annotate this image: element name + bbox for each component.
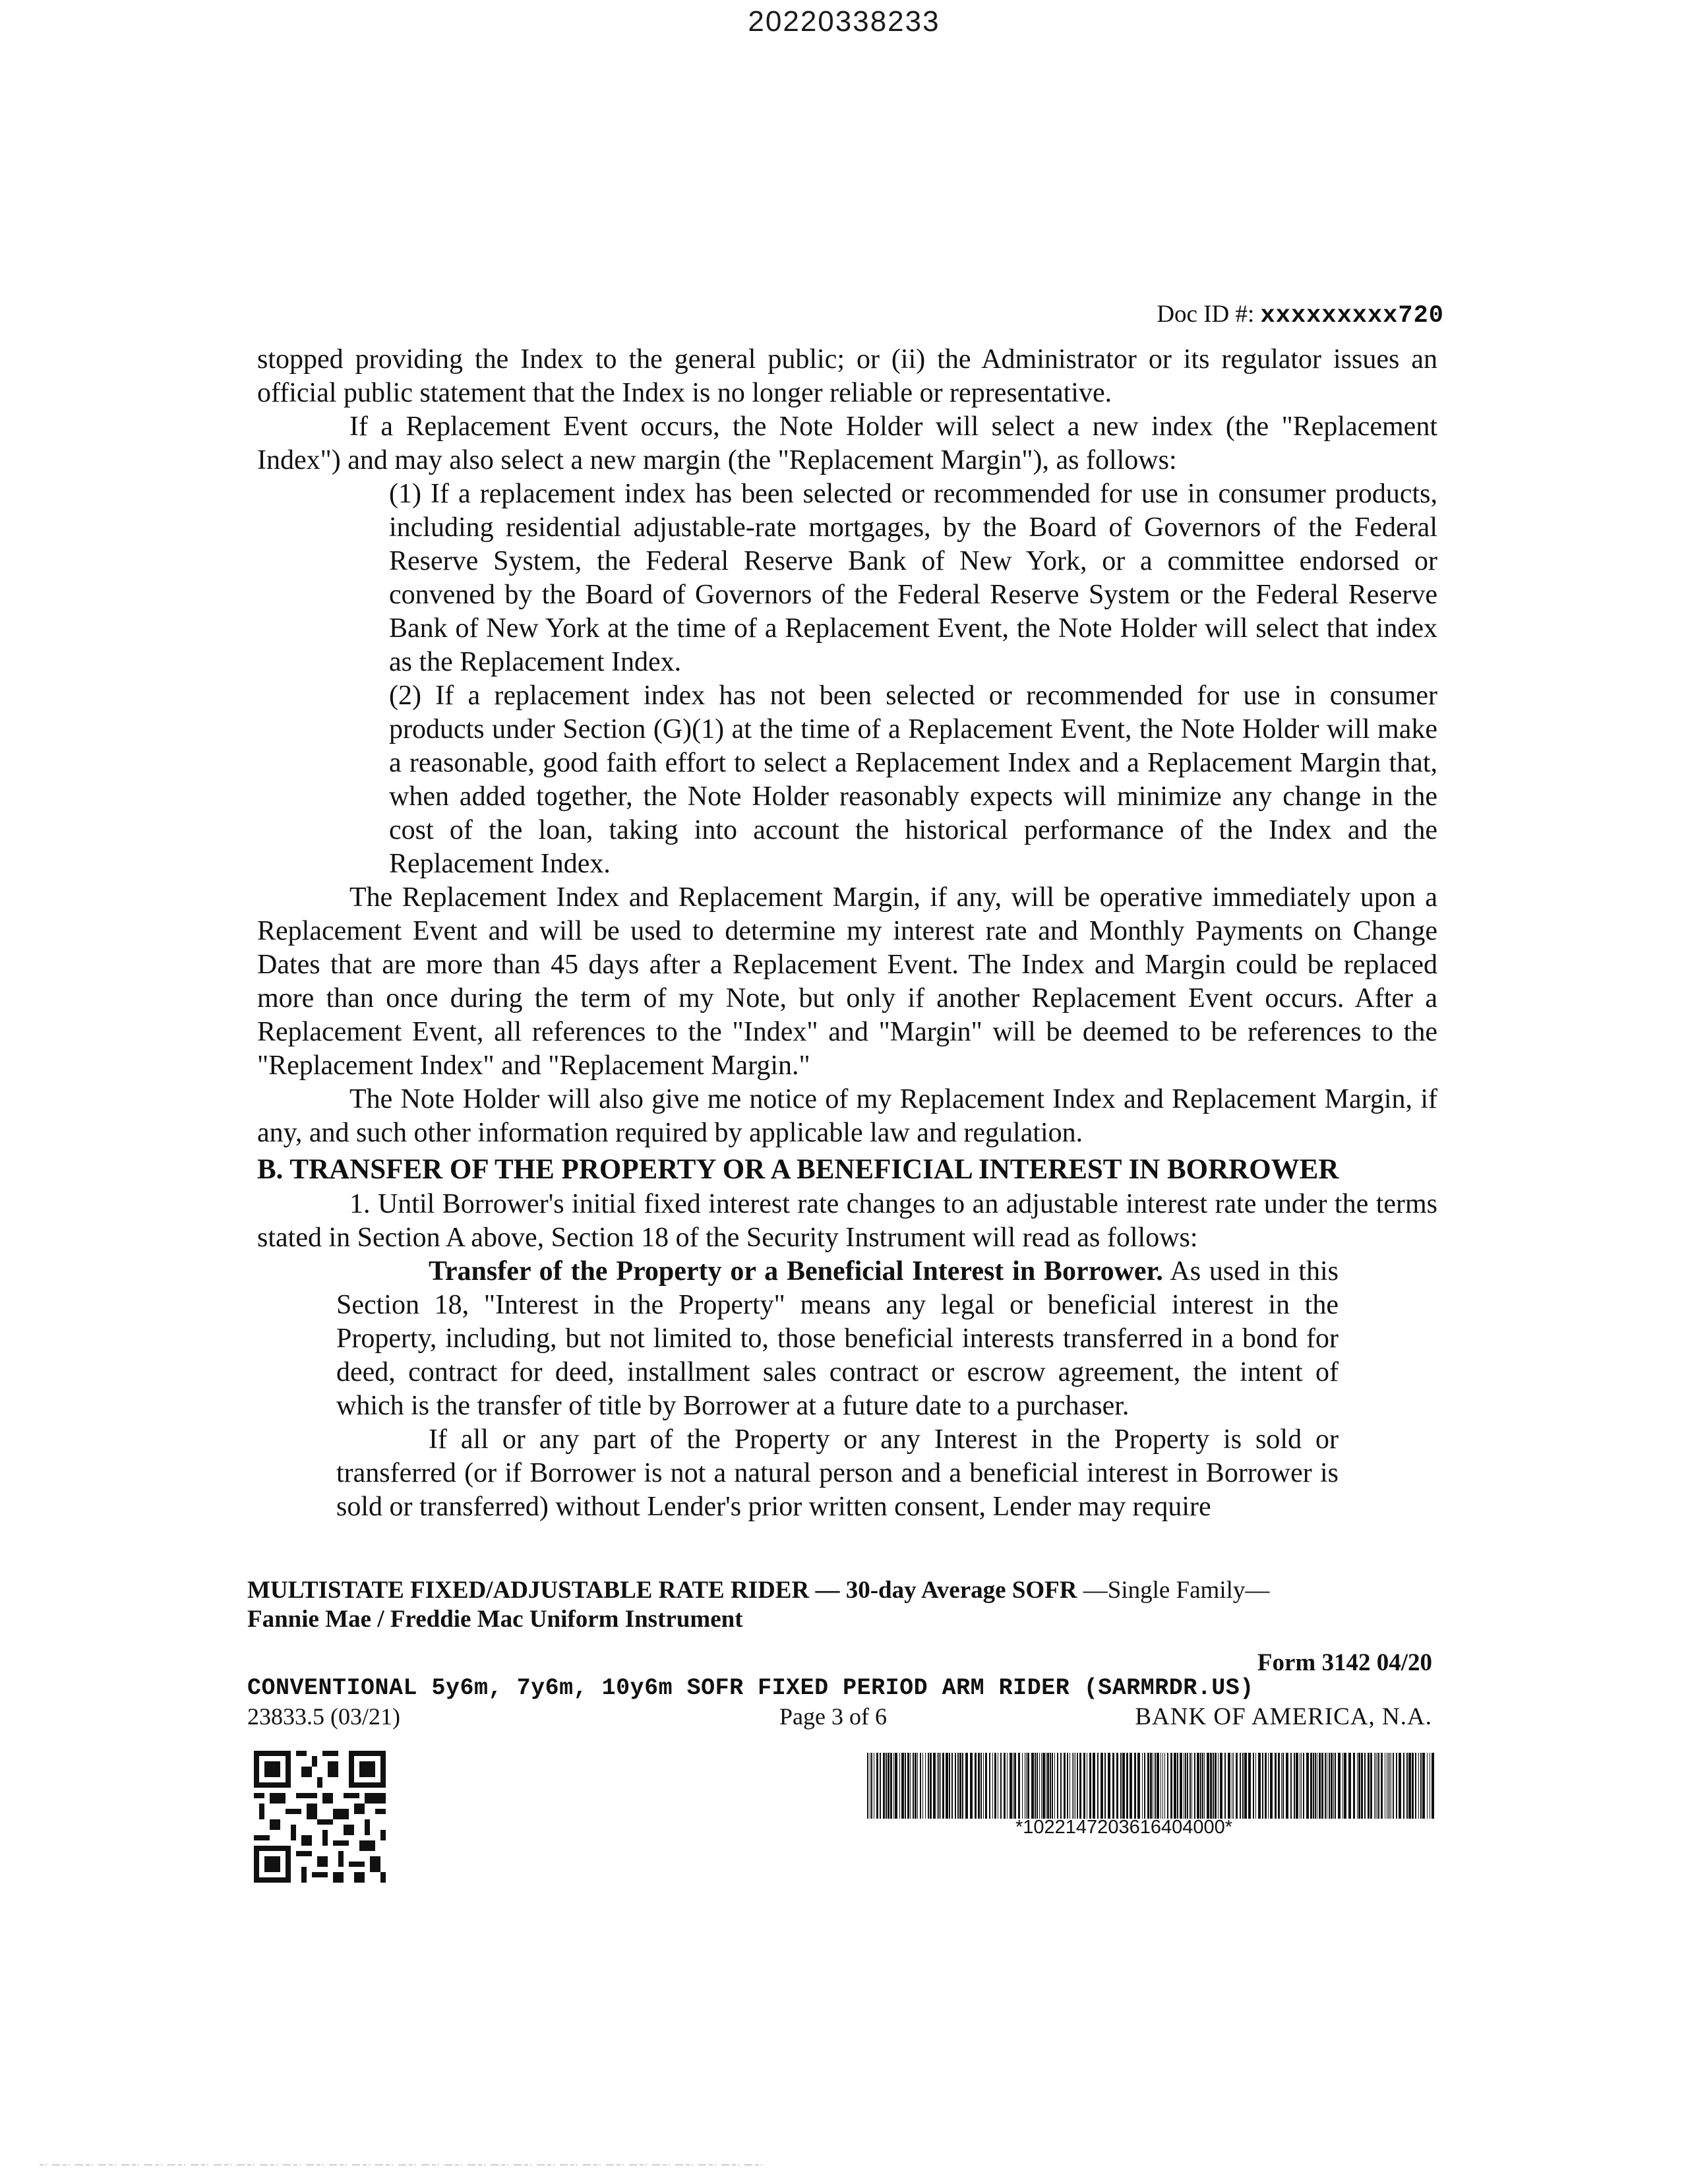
quoted-text: As used in this Section 18, "Interest in the Property" means any legal or beneficial interest in the Property, including, but not limited to, those beneficial interests transferred in a bond for deed, contract for deed, installment sales contract or escrow agreement, the intent of which is the transfer of title by Borrower at a future date to a purchaser. — [336, 1256, 1339, 1421]
form-title-b: — 30-day Average SOFR — [809, 1577, 1083, 1604]
paragraph: If a Replacement Event occurs, the Note Holder will select a new index (the "Replacement Index") and may also select a new margin (the "Replacement Margin"), as follows: — [257, 411, 1437, 476]
document-body — [257, 343, 1437, 1524]
record-number: 20220338233 — [748, 5, 940, 38]
paragraph: stopped providing the Index to the general public; or (ii) the Administrator or its regulator issues an official public statement that the Index is no longer reliable or representative. — [257, 344, 1437, 409]
product-line: CONVENTIONAL 5y6m, 7y6m, 10y6m SOFR FIXED PERIOD ARM RIDER (SARMRDR.US) — [247, 1675, 1254, 1701]
form-number: Form 3142 04/20 — [1257, 1649, 1432, 1676]
paragraph: The Replacement Index and Replacement Margin, if any, will be operative immediately upon a Replacement Event and will be used to determine my interest rate and Monthly Payments on Change Dates that are more than 45 days after a Replacement Event. The Index and Margin could be replaced more than once during the term of my Note, but only if another Replacement Event occurs. After a Replacement Event, all references to the "Index" and "Margin" will be deemed to be references to the "Replacement Index" and "Replacement Margin." — [257, 882, 1437, 1081]
paragraph: 1. Until Borrower's initial fixed interest rate changes to an adjustable interest rate under the terms stated in Section A above, Section 18 of the Security Instrument will read as follows: — [257, 1188, 1437, 1253]
list-item: (1) If a replacement index has been selected or recommended for use in consumer products, including residential adjustable-rate mortgages, by the Board of Governors of the Federal Reserve System, the Federal Reserve Bank of New York, or a committee endorsed or convened by the Board of Governors of the Federal Reserve System or the Federal Reserve Bank of New York at the time of a Replacement Event, the Note Holder will select that index as the Replacement Index. — [389, 479, 1437, 678]
section-heading: B. TRANSFER OF THE PROPERTY OR A BENEFICIAL INTEREST IN BORROWER — [257, 1154, 1339, 1186]
quoted-paragraph — [336, 1255, 1339, 1423]
doc-id — [1157, 300, 1444, 330]
barcode-number: *1022147203616404000* — [1015, 1817, 1233, 1838]
paragraph: The Note Holder will also give me notice of my Replacement Index and Replacement Margin, if any, and such other information required by applicable law and regulation. — [257, 1084, 1437, 1149]
qr-code-icon — [254, 1751, 386, 1883]
page-number: Page 3 of 6 — [779, 1703, 887, 1730]
list-item: (2) If a replacement index has not been selected or recommended for use in consumer products under Section (G)(1) at the time of a Replacement Event, the Note Holder will make a reasonable, good faith effort to select a Replacement Index and a Replacement Margin that, when added together, the Note Holder reasonably expects will minimize any change in the cost of the loan, taking into account the historical performance of the Index and the Replacement Index. — [389, 681, 1437, 880]
doc-id-value: xxxxxxxxx720 — [1260, 302, 1444, 330]
form-title-line2: Fannie Mae / Freddie Mac Uniform Instrument — [247, 1606, 743, 1633]
scan-artifact — [40, 2163, 765, 2167]
form-title-c: —Single Family— — [1083, 1577, 1270, 1604]
barcode-icon — [867, 1753, 1434, 1819]
lender-name: BANK OF AMERICA, N.A. — [1135, 1703, 1432, 1730]
form-title-a: MULTISTATE FIXED/ADJUSTABLE RATE RIDER — [247, 1577, 810, 1604]
quoted-title: Transfer of the Property or a Beneficial Interest in Borrower. — [429, 1256, 1163, 1287]
form-title — [247, 1576, 1269, 1635]
doc-id-label: Doc ID #: — [1157, 301, 1255, 328]
quoted-paragraph: If all or any part of the Property or any Interest in the Property is sold or transferred (or if Borrower is not a natural person and a beneficial interest in Borrower is sold or transferred) without Lender's prior written consent, Lender may require — [336, 1424, 1339, 1522]
form-code: 23833.5 (03/21) — [247, 1703, 400, 1730]
